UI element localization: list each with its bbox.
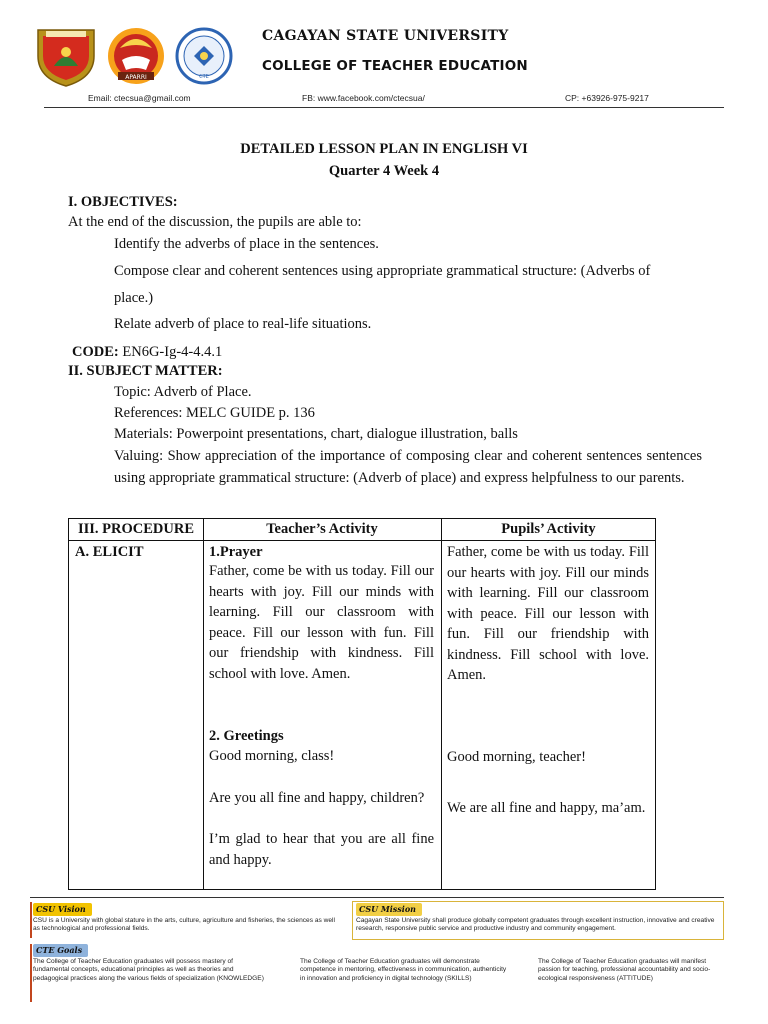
vision-text: CSU is a University with global stature in the arts, culture, agriculture and fisheries, the sciences as well as technological and professional fields. xyxy=(33,917,335,933)
goal-knowledge: The College of Teacher Education graduates will possess mastery of fundamental concepts, educational principles as well as theories and pedagogical practices along the various fields of specialization (KNOWLEDGE) xyxy=(33,958,264,982)
subject-references: References: MELC GUIDE p. 136 xyxy=(114,405,315,421)
table-divider xyxy=(441,519,442,889)
subject-matter-heading: II. SUBJECT MATTER: xyxy=(68,363,223,379)
svg-text:CTE: CTE xyxy=(199,74,209,80)
code-value: EN6G-Ig-4-4.4.1 xyxy=(118,344,223,360)
procedure-stage: A. ELICIT xyxy=(75,544,144,560)
contact-phone: CP: +63926-975-9217 xyxy=(565,93,649,103)
goal-attitude: The College of Teacher Education graduates will manifest passion for teaching, professional accountability and socio-ecological responsiveness (ATTITUDE) xyxy=(538,958,711,982)
teacher-response: I’m glad to hear that you are all fine and happy. xyxy=(209,831,434,868)
table-divider xyxy=(203,519,204,889)
table-header-pupils: Pupils’ Activity xyxy=(501,521,596,537)
objectives-heading: I. OBJECTIVES: xyxy=(68,194,178,210)
svg-text:APARRI: APARRI xyxy=(125,74,147,81)
csu-seal-logo xyxy=(38,30,94,86)
prayer-heading: 1.Prayer xyxy=(209,544,263,560)
header-logos xyxy=(34,26,234,88)
cte-logo xyxy=(177,29,231,83)
code-label: CODE: xyxy=(72,344,119,360)
greetings-heading: 2. Greetings xyxy=(209,728,284,744)
pupils-prayer: Father, come be with us today. Fill our hearts with joy. Fill our minds with learning. Fill our classroom with peace. Fill our lesson with fun. Fill our friendship with kindness. Fill school with love. Amen. xyxy=(447,544,649,683)
table-header-divider xyxy=(69,540,655,541)
goal-skills: The College of Teacher Education graduates will demonstrate competence in mentoring, effectiveness in communication, authenticity in innovation and proficiency in digital technology (SKILLS) xyxy=(300,958,507,982)
objective-item: Compose clear and coherent sentences using appropriate grammatical structure: (Adverbs of xyxy=(114,263,651,279)
objectives-intro: At the end of the discussion, the pupils are able to: xyxy=(68,214,362,230)
goals-accent xyxy=(30,944,32,1002)
pupils-answer: We are all fine and happy, ma’am. xyxy=(447,800,646,816)
goals-label: CTE Goals xyxy=(33,944,88,957)
lesson-plan-title: DETAILED LESSON PLAN IN ENGLISH VI xyxy=(240,141,528,157)
aparri-campus-logo xyxy=(108,28,164,84)
table-header-procedure: III. PROCEDURE xyxy=(77,521,194,537)
procedure-table xyxy=(68,518,656,890)
vision-accent xyxy=(30,902,32,938)
contact-email[interactable]: Email: ctecsua@gmail.com xyxy=(88,93,191,103)
header-divider xyxy=(44,107,724,108)
competency-code xyxy=(72,344,222,361)
mission-label: CSU Mission xyxy=(356,903,422,916)
pupils-greeting: Good morning, teacher! xyxy=(447,749,586,765)
college-name: COLLEGE OF TEACHER EDUCATION xyxy=(262,58,528,74)
contact-facebook[interactable]: FB: www.facebook.com/ctecsua/ xyxy=(302,93,425,103)
subject-valuing: Valuing: Show appreciation of the importance of composing clear and coherent sentences sentences using appropriate grammatical structure: (Adverb of place) and express helpfulness to our parents. xyxy=(114,448,702,486)
subject-materials: Materials: Powerpoint presentations, chart, dialogue illustration, balls xyxy=(114,426,518,442)
objective-item: Identify the adverbs of place in the sentences. xyxy=(114,236,379,252)
footer-divider xyxy=(30,897,724,898)
teacher-greeting: Good morning, class! xyxy=(209,748,335,764)
lesson-plan-subtitle: Quarter 4 Week 4 xyxy=(328,163,440,179)
teacher-prayer: Father, come be with us today. Fill our hearts with joy. Fill our minds with learning. Fill our classroom with peace. Fill our lesson with fun. Fill our friendship with kindness. Fill school with love. Amen. xyxy=(209,563,434,682)
vision-label: CSU Vision xyxy=(33,903,92,916)
mission-text: Cagayan State University shall produce globally competent graduates through excellent instruction, innovative and creative research, responsive public service and productive industry and community engagement. xyxy=(356,917,715,933)
university-name: CAGAYAN STATE UNIVERSITY xyxy=(262,28,509,44)
table-header-teacher: Teacher’s Activity xyxy=(266,521,378,537)
objective-item: Relate adverb of place to real-life situations. xyxy=(114,316,372,332)
objective-item-continued: place.) xyxy=(114,290,154,306)
teacher-question: Are you all fine and happy, children? xyxy=(209,790,425,806)
subject-topic: Topic: Adverb of Place. xyxy=(114,384,252,400)
